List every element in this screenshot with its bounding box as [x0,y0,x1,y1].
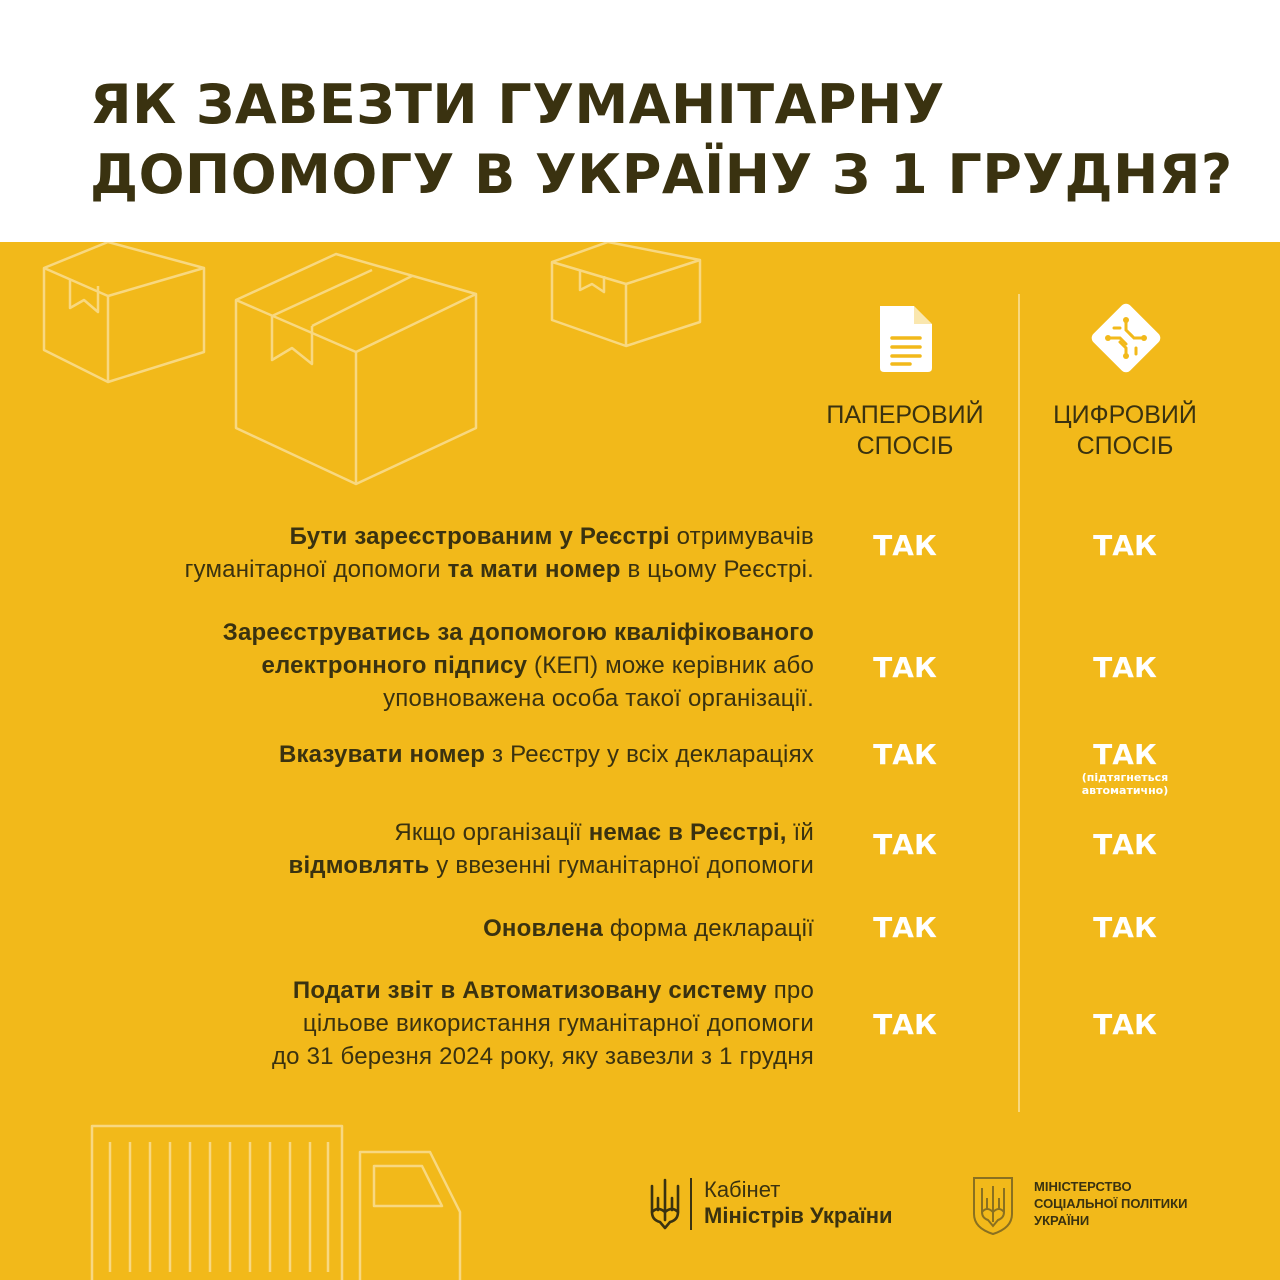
header [0,0,1280,242]
digital-column-label: ЦИФРОВИЙ СПОСІБ [1053,401,1197,460]
box-icon [236,254,476,484]
requirement-row-1: Бути зареєстрованим у Реєстрі отримувачів гуманітарної допомоги та мати номер в цьому Реєстрі. [184,523,814,583]
requirement-row-5: Оновлена форма декларації [483,915,814,942]
digital-value-4: ТАК [1093,828,1157,861]
digital-note-3: (підтягнеться автоматично) [1081,771,1169,797]
paper-value-1: ТАК [873,529,937,562]
paper-value-5: ТАК [873,911,937,944]
title-line-1: ЯК ЗАВЕЗТИ ГУМАНІТАРНУ [90,73,945,136]
title-line-2: ДОПОМОГУ В УКРАЇНУ З 1 ГРУДНЯ? [90,143,1233,206]
paper-value-2: ТАК [873,651,937,684]
paper-value-3: ТАК [873,738,937,771]
page-title [90,70,1233,210]
digital-value-1: ТАК [1093,529,1157,562]
requirement-row-2: Зареєструватись за допомогою кваліфікованого електронного підпису (КЕП) може керівник або уповноважена особа такої організації. [222,619,814,712]
trident-icon [648,1176,682,1232]
logo-separator [690,1178,692,1230]
chip-icon [1086,298,1166,378]
cabinet-logo [646,1174,936,1234]
cabinet-name-line-1: Кабінет [704,1177,781,1202]
document-icon [866,298,946,378]
box-icon [44,242,204,382]
ministry-logo [968,1172,1228,1236]
requirement-row-4: Якщо організації немає в Реєстрі, їй відмовлять у ввезенні гуманітарної допомоги [288,819,814,879]
digital-value-6: ТАК [1093,1008,1157,1041]
paper-column-label: ПАПЕРОВИЙ СПОСІБ [826,401,984,460]
content-panel [0,242,1280,1280]
truck-icon [92,1126,460,1280]
requirement-row-3: Вказувати номер з Реєстру у всіх деклараціях [278,741,814,768]
ministry-name: МІНІСТЕРСТВО СОЦІАЛЬНОЇ ПОЛІТИКИ УКРАЇНИ [1034,1179,1188,1228]
coat-of-arms-icon [968,1172,1018,1236]
digital-value-2: ТАК [1093,651,1157,684]
requirement-row-6: Подати звіт в Автоматизовану систему про цільове використання гуманітарної допомоги до 31 березня 2024 року, яку завезли з 1 грудня [271,977,814,1070]
box-icon [552,242,700,346]
digital-value-3: ТАК [1093,738,1157,771]
paper-value-4: ТАК [873,828,937,861]
paper-value-6: ТАК [873,1008,937,1041]
cabinet-name-line-2: Міністрів України [704,1203,893,1228]
digital-value-5: ТАК [1093,911,1157,944]
